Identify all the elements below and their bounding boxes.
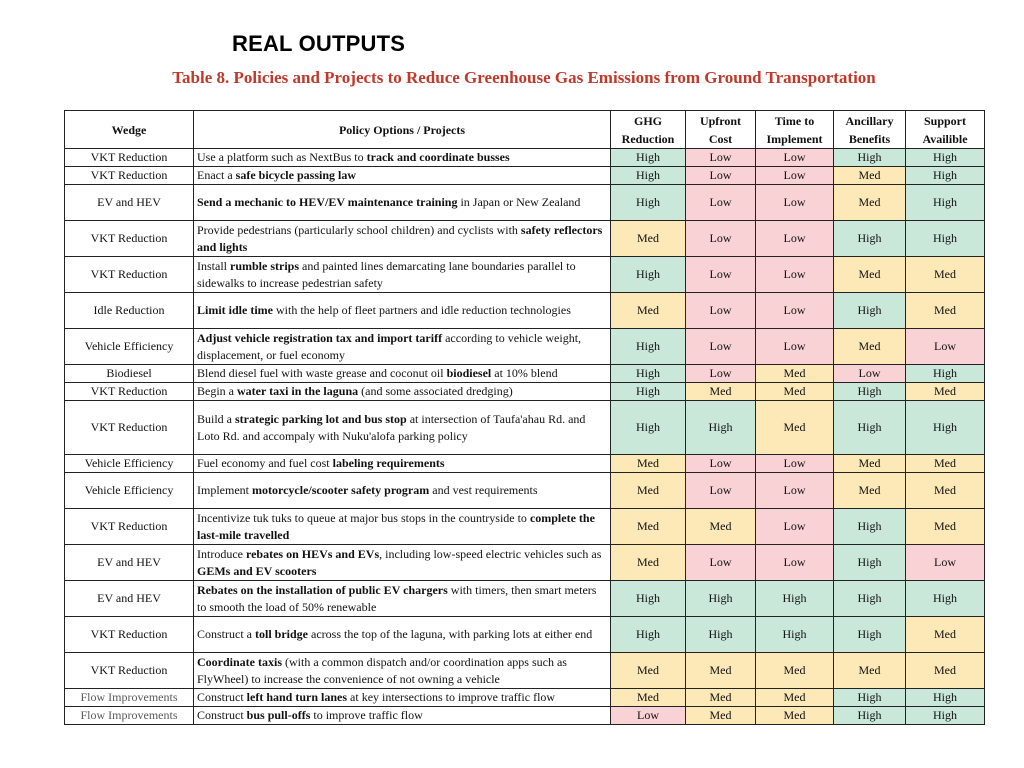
wedge-cell: VKT Reduction [65,167,194,185]
rating-time: Low [756,185,834,221]
rating-ghg: Med [611,473,686,509]
rating-ancillary: Med [834,455,906,473]
table-row [65,167,985,185]
policy-cell [194,365,611,383]
rating-ancillary: High [834,509,906,545]
wedge-cell: VKT Reduction [65,653,194,689]
rating-upfront: Med [686,653,756,689]
rating-ghg: High [611,365,686,383]
policy-text: Implement [197,483,252,497]
policy-emphasis: water taxi in the laguna [237,384,359,398]
table-row [65,365,985,383]
policy-cell [194,473,611,509]
table-row [65,257,985,293]
rating-ghg: High [611,185,686,221]
header-ghg: GHG Reduction [611,111,686,149]
wedge-cell: EV and HEV [65,581,194,617]
rating-support: Med [906,293,985,329]
policy-text: (and some associated dredging) [358,384,513,398]
policy-emphasis: left hand turn lanes [246,690,348,704]
wedge-cell: Vehicle Efficiency [65,473,194,509]
rating-upfront: High [686,581,756,617]
table-row [65,653,985,689]
policy-emphasis: safe bicycle passing law [235,168,356,182]
rating-ghg: Med [611,455,686,473]
wedge-cell: Idle Reduction [65,293,194,329]
policy-emphasis: track and coordinate busses [366,150,510,164]
rating-support: High [906,149,985,167]
header-wedge: Wedge [65,111,194,149]
rating-time: Low [756,293,834,329]
policy-cell [194,401,611,455]
policy-cell [194,167,611,185]
header-upfront: Upfront Cost [686,111,756,149]
table-row [65,581,985,617]
rating-upfront: High [686,401,756,455]
header-support: Support Availible [906,111,985,149]
rating-upfront: Low [686,365,756,383]
rating-time: Med [756,653,834,689]
wedge-cell: VKT Reduction [65,401,194,455]
policy-table [64,110,985,725]
policy-cell [194,257,611,293]
policy-text: Construct a [197,627,255,641]
rating-support: Med [906,473,985,509]
policy-cell [194,185,611,221]
policy-text: according to vehicle weight, displacement, or fuel economy [197,330,582,362]
policy-emphasis: Adjust vehicle registration tax and import tariff [197,330,443,345]
policy-text: Enact a [197,168,236,182]
table-row [65,401,985,455]
rating-support: High [906,401,985,455]
policy-cell [194,149,611,167]
rating-support: High [906,581,985,617]
wedge-cell: VKT Reduction [65,221,194,257]
policy-text: Introduce [197,546,246,561]
policy-text: Construct [197,690,247,704]
rating-ghg: High [611,401,686,455]
policy-text: Begin a [197,384,237,398]
policy-text: at key intersections to improve traffic flow [347,690,556,704]
policy-text: Use a platform such as NextBus to [197,150,367,164]
rating-support: Med [906,509,985,545]
policy-text: Construct [197,708,247,722]
wedge-cell: Flow Improvements [65,689,194,707]
rating-support: High [906,167,985,185]
rating-ancillary: High [834,293,906,329]
rating-upfront: Med [686,383,756,401]
rating-time: Low [756,257,834,293]
table-row [65,455,985,473]
rating-upfront: Low [686,545,756,581]
policy-cell [194,221,611,257]
rating-ancillary: Med [834,329,906,365]
rating-upfront: Med [686,689,756,707]
policy-text: Provide pedestrians (particularly school children) and cyclists with [197,222,521,237]
rating-ghg: Med [611,689,686,707]
wedge-cell: Vehicle Efficiency [65,455,194,473]
wedge-cell: Biodiesel [65,365,194,383]
rating-ancillary: High [834,689,906,707]
wedge-cell: Flow Improvements [65,707,194,725]
rating-ancillary: High [834,149,906,167]
policy-cell [194,653,611,689]
table-row [65,545,985,581]
rating-ghg: High [611,329,686,365]
policy-emphasis: biodiesel [446,366,492,380]
rating-upfront: Low [686,455,756,473]
rating-support: Med [906,617,985,653]
policy-emphasis: strategic parking lot and bus stop [235,411,407,426]
table-title: Table 8. Policies and Projects to Reduce Greenhouse Gas Emissions from Ground Transportation [172,68,876,87]
policy-text: Install [197,258,230,273]
wedge-cell: VKT Reduction [65,383,194,401]
policy-text: and vest requirements [429,483,538,497]
rating-ghg: High [611,257,686,293]
header-ancillary: Ancillary Benefits [834,111,906,149]
rating-time: Med [756,383,834,401]
rating-support: High [906,221,985,257]
policy-text: with timers, then smart meters to smooth the load of 50% renewable [197,582,597,614]
policy-cell [194,293,611,329]
policy-cell [194,329,611,365]
rating-time: Med [756,707,834,725]
table-row [65,149,985,167]
rating-support: High [906,365,985,383]
rating-ghg: Low [611,707,686,725]
rating-ghg: High [611,149,686,167]
rating-ancillary: High [834,581,906,617]
rating-upfront: Low [686,149,756,167]
policy-emphasis: rumble strips [230,258,299,273]
rating-ghg: Med [611,509,686,545]
table-row [65,509,985,545]
table-row [65,707,985,725]
rating-upfront: High [686,617,756,653]
rating-upfront: Low [686,329,756,365]
table-row [65,329,985,365]
policy-emphasis: motorcycle/scooter safety program [251,483,430,497]
rating-support: Low [906,329,985,365]
rating-time: Med [756,401,834,455]
rating-time: Med [756,365,834,383]
rating-time: Low [756,455,834,473]
rating-time: High [756,617,834,653]
policy-text: across the top of the laguna, with parking lots at either end [308,627,593,641]
rating-time: Low [756,221,834,257]
rating-time: Low [756,545,834,581]
rating-ghg: High [611,383,686,401]
rating-ghg: Med [611,293,686,329]
policy-emphasis: Limit idle time [197,303,273,317]
rating-support: Med [906,653,985,689]
rating-ancillary: Med [834,257,906,293]
policy-text: Incentivize tuk tuks to queue at major bus stops in the countryside to [197,510,530,525]
policy-text: Build a [197,411,235,426]
rating-upfront: Low [686,221,756,257]
rating-ancillary: High [834,617,906,653]
slide-title: REAL OUTPUTS [232,31,406,56]
policy-cell [194,509,611,545]
rating-support: Med [906,383,985,401]
rating-ancillary: High [834,401,906,455]
rating-upfront: Low [686,473,756,509]
rating-upfront: Low [686,293,756,329]
policy-text: and painted lines demarcating lane boundaries parallel to sidewalks to increase pedestrian safety [197,258,576,290]
rating-upfront: Med [686,707,756,725]
rating-ghg: Med [611,653,686,689]
rating-ancillary: Med [834,653,906,689]
rating-ghg: High [611,581,686,617]
table-row [65,473,985,509]
rating-ghg: Med [611,221,686,257]
rating-upfront: Low [686,167,756,185]
table-row [65,185,985,221]
policy-text: at 10% blend [491,366,558,380]
rating-support: High [906,185,985,221]
rating-upfront: Low [686,185,756,221]
policy-emphasis: rebates on HEVs and EVs [245,546,380,561]
table-row [65,221,985,257]
policy-text: , including low-speed electric vehicles such as [379,546,602,561]
policy-text: Blend diesel fuel with waste grease and coconut oil [197,366,447,380]
policy-cell [194,617,611,653]
rating-ancillary: High [834,383,906,401]
rating-support: High [906,707,985,725]
policy-text: in Japan or New Zealand [457,195,581,209]
policy-emphasis: Rebates on the installation of public EV chargers [197,582,448,597]
rating-support: Med [906,455,985,473]
table-body [65,149,985,725]
header-policy: Policy Options / Projects [194,111,611,149]
rating-upfront: Low [686,257,756,293]
rating-time: Low [756,509,834,545]
policy-cell [194,455,611,473]
policy-text: with the help of fleet partners and idle reduction technologies [272,303,571,317]
wedge-cell: VKT Reduction [65,509,194,545]
policy-emphasis: bus pull-offs [246,708,311,722]
policy-text: to improve traffic flow [310,708,423,722]
table-row [65,617,985,653]
wedge-cell: VKT Reduction [65,617,194,653]
rating-time: Low [756,167,834,185]
rating-ancillary: Low [834,365,906,383]
rating-ancillary: High [834,707,906,725]
policy-emphasis: Send a mechanic to HEV/EV maintenance training [197,195,458,209]
policy-cell [194,383,611,401]
header-time: Time to Implement [756,111,834,149]
rating-support: High [906,689,985,707]
wedge-cell: EV and HEV [65,185,194,221]
rating-time: Low [756,149,834,167]
policy-cell [194,545,611,581]
policy-emphasis: Coordinate taxis [197,654,282,669]
table-row [65,689,985,707]
table-header-row [65,111,985,149]
policy-emphasis: labeling requirements [332,456,445,470]
policy-emphasis: toll bridge [255,627,308,641]
rating-upfront: Med [686,509,756,545]
rating-ghg: Med [611,545,686,581]
wedge-cell: VKT Reduction [65,149,194,167]
rating-support: Low [906,545,985,581]
rating-ancillary: High [834,545,906,581]
policy-emphasis: GEMs and EV scooters [197,563,317,578]
policy-text: Fuel economy and fuel cost [197,456,333,470]
policy-emphasis: safety reflectors and lights [197,222,603,254]
rating-time: Med [756,689,834,707]
rating-time: Low [756,329,834,365]
rating-support: Med [906,257,985,293]
rating-ghg: High [611,617,686,653]
rating-ancillary: Med [834,167,906,185]
wedge-cell: Vehicle Efficiency [65,329,194,365]
table-row [65,383,985,401]
rating-ancillary: High [834,221,906,257]
wedge-cell: VKT Reduction [65,257,194,293]
policy-cell [194,707,611,725]
table-row [65,293,985,329]
policy-cell [194,689,611,707]
wedge-cell: EV and HEV [65,545,194,581]
policy-emphasis: complete the last-mile travelled [197,510,595,542]
rating-time: High [756,581,834,617]
rating-time: Low [756,473,834,509]
policy-text: (with a common dispatch and/or coordination apps such as FlyWheel) to increase the convenience of not owning a vehicle [197,654,567,686]
rating-ancillary: Med [834,473,906,509]
policy-text: at intersection of Taufa'ahau Rd. and Loto Rd. and accompaly with Nuku'alofa parking policy [197,411,586,443]
policy-cell [194,581,611,617]
rating-ancillary: Med [834,185,906,221]
rating-ghg: High [611,167,686,185]
